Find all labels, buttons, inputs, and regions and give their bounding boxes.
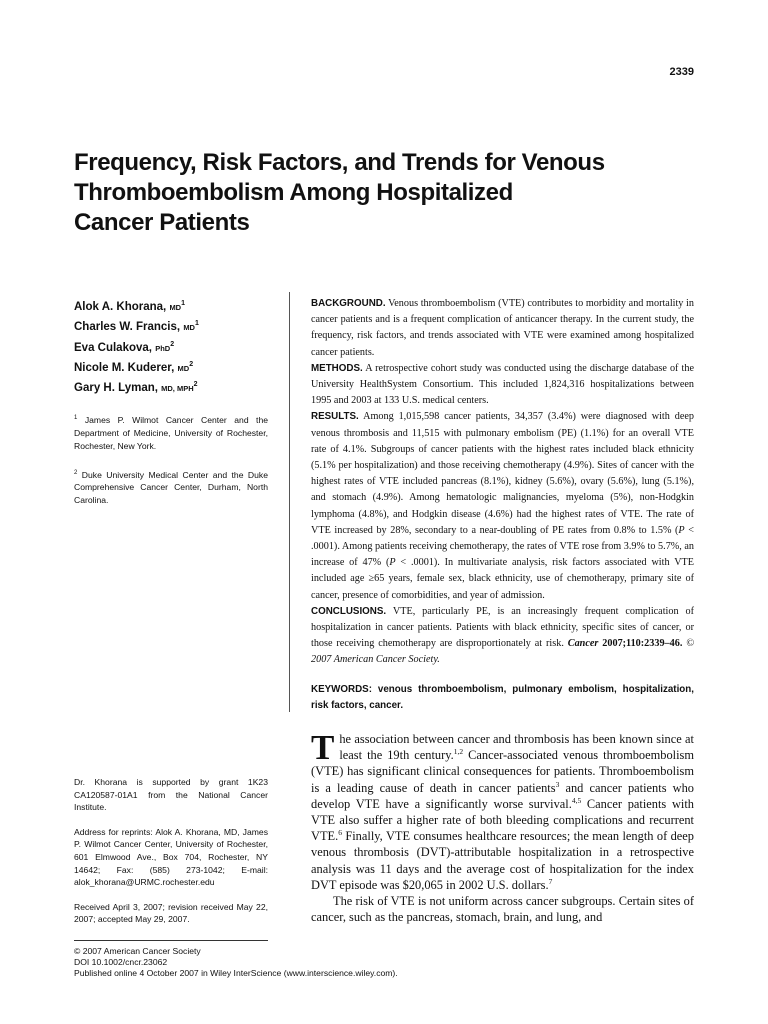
title-line: Cancer Patients bbox=[74, 209, 250, 236]
footer-doi: DOI 10.1002/cncr.23062 bbox=[74, 957, 168, 967]
author-list bbox=[74, 296, 268, 398]
footer bbox=[74, 946, 574, 979]
abstract bbox=[311, 296, 694, 669]
abstract-conclusions: CONCLUSIONS. VTE, particularly PE, is an increasingly frequent complication of hospitalization in cancer patients. Patients with black ethnicity, specific sites of cancer, or those receiving chemotherapy are disproportionately at risk. Cancer 2007;110:2339–46. © 2007 American Cancer Society. bbox=[311, 605, 695, 666]
article-title bbox=[74, 148, 674, 238]
citation-journal: Cancer bbox=[567, 638, 599, 650]
author-notes bbox=[74, 776, 268, 938]
copyright: © 2007 American Cancer Society. bbox=[311, 638, 695, 666]
author: Charles W. Francis, $MD^1$ bbox=[74, 320, 199, 334]
author: Nicole M. Kuderer, $MD^2$ bbox=[74, 360, 194, 374]
keywords: KEYWORDS: venous thromboembolism, pulmonary embolism, hospitalization, risk factors, cancer. bbox=[311, 684, 694, 711]
funding-note: Dr. Khorana is supported by grant 1K23 CA120587-01A1 from the National Cancer Institute. bbox=[74, 777, 268, 813]
author: Alok A. Khorana, $MD^1$ bbox=[74, 300, 186, 313]
title-line: Frequency, Risk Factors, and Trends for Venous bbox=[74, 149, 605, 176]
footer-rule bbox=[74, 940, 268, 941]
title-line: Thromboembolism Among Hospitalized bbox=[74, 179, 513, 206]
article-body bbox=[311, 728, 695, 925]
body-paragraph: The association between cancer and thrombosis has been known since at least the 19th century.$^{1,2}$ Cancer-associated venous thromboembolism (VTE) has significant clinical consequences for patients. Thromboembolism is a leading cause of death in cancer patients$^3$ and cancer patients who develop VTE have a significantly worse survival.$^{4,5}$ Cancer patients with VTE also suffer a higher rate of both bleeding complications and recurrent VTE.$^6$ Finally, VTE consumes healthcare resources; the mean length of deep venous thrombosis (DVT)-attributable hospitalization in a retrospective analysis was 11 days and the average cost of hospitalization for the index DVT episode was $20,065 in 2002 U.S. dollars.$^7$ bbox=[311, 728, 695, 892]
drop-cap: T bbox=[311, 728, 335, 767]
page-number: 2339 bbox=[669, 66, 694, 78]
affiliation: $^2$ Duke University Medical Center and the Duke Comprehensive Cancer Center, Durham, North Carolina. bbox=[74, 469, 268, 506]
affiliation: $^1$ James P. Wilmot Cancer Center and the Department of Medicine, University of Rochester, Rochester, New York. bbox=[74, 414, 269, 451]
body-paragraph: The risk of VTE is not uniform across cancer subgroups. Certain sites of cancer, such as the pancreas, stomach, brain, and lung, and bbox=[311, 894, 694, 925]
abstract-results: RESULTS. Among 1,015,598 cancer patients, 34,357 (3.4%) were diagnosed with deep venous thrombosis and 11,515 with pulmonary embolism (PE) (1.1%) for an overall VTE rate of 4.1%. Subgroups of cancer patients with the highest rates included black ethnicity (5.1% per hospitalization) and those receiving chemotherapy (4.9%). Sites of cancer with the highest rates of VTE included pancreas (8.1%), kidney (5.6%), ovary (5.6%), lung (5.1%), and stomach (4.9%). Among hematologic malignancies, myeloma (5%), non-Hodgkin lymphoma (4.8%), and Hodgkin disease (4.6%) had the highest rates of VTE. The rate of VTE increased by 28%, secondary to a near-doubling of PE rates from 0.8% to 1.5% (P < .0001). Among patients receiving chemotherapy, the rates of VTE rose from 3.9% to 5.7%, an increase of 47% (P < .0001). In multivariate analysis, risk factors associated with VTE included age ≥65 years, female sex, black ethnicity, use of chemotherapy, primary site of cancer, presence of comorbidities, and year of admission. bbox=[311, 411, 695, 601]
author-column bbox=[74, 296, 268, 507]
abstract-methods: METHODS. A retrospective cohort study was conducted using the discharge database of the University HealthSystem Consortium. This included 1,824,316 hospitalizations between 1995 and 2003 at 133 U.S. medical centers. bbox=[311, 362, 694, 407]
column-divider bbox=[289, 292, 290, 712]
citation-ref: 2007;110:2339–46. bbox=[602, 638, 683, 650]
footer-copyright: © 2007 American Cancer Society bbox=[74, 946, 201, 956]
received-note: Received April 3, 2007; revision received May 22, 2007; accepted May 29, 2007. bbox=[74, 901, 268, 925]
reprints-note: Address for reprints: Alok A. Khorana, MD, James P. Wilmot Cancer Center, University of Rochester, 601 Elmwood Ave., Box 704, Rochester, NY 14642; Fax: (585) 273-1042; E-mail: alok_khorana@URMC.rochester.edu bbox=[74, 826, 268, 888]
author: Eva Culakova, PhD$^2$ bbox=[74, 340, 175, 354]
abstract-background: BACKGROUND. Venous thromboembolism (VTE) contributes to morbidity and mortality in cancer patients and is a frequent complication of anticancer therapy. In the current study, the frequency, risk factors, and trends associated with VTE were examined among hospitalized cancer patients. bbox=[311, 298, 694, 358]
footer-published: Published online 4 October 2007 in Wiley InterScience (www.interscience.wiley.com). bbox=[74, 968, 398, 978]
author: Gary H. Lyman, MD, MPH$^2$ bbox=[74, 381, 198, 395]
